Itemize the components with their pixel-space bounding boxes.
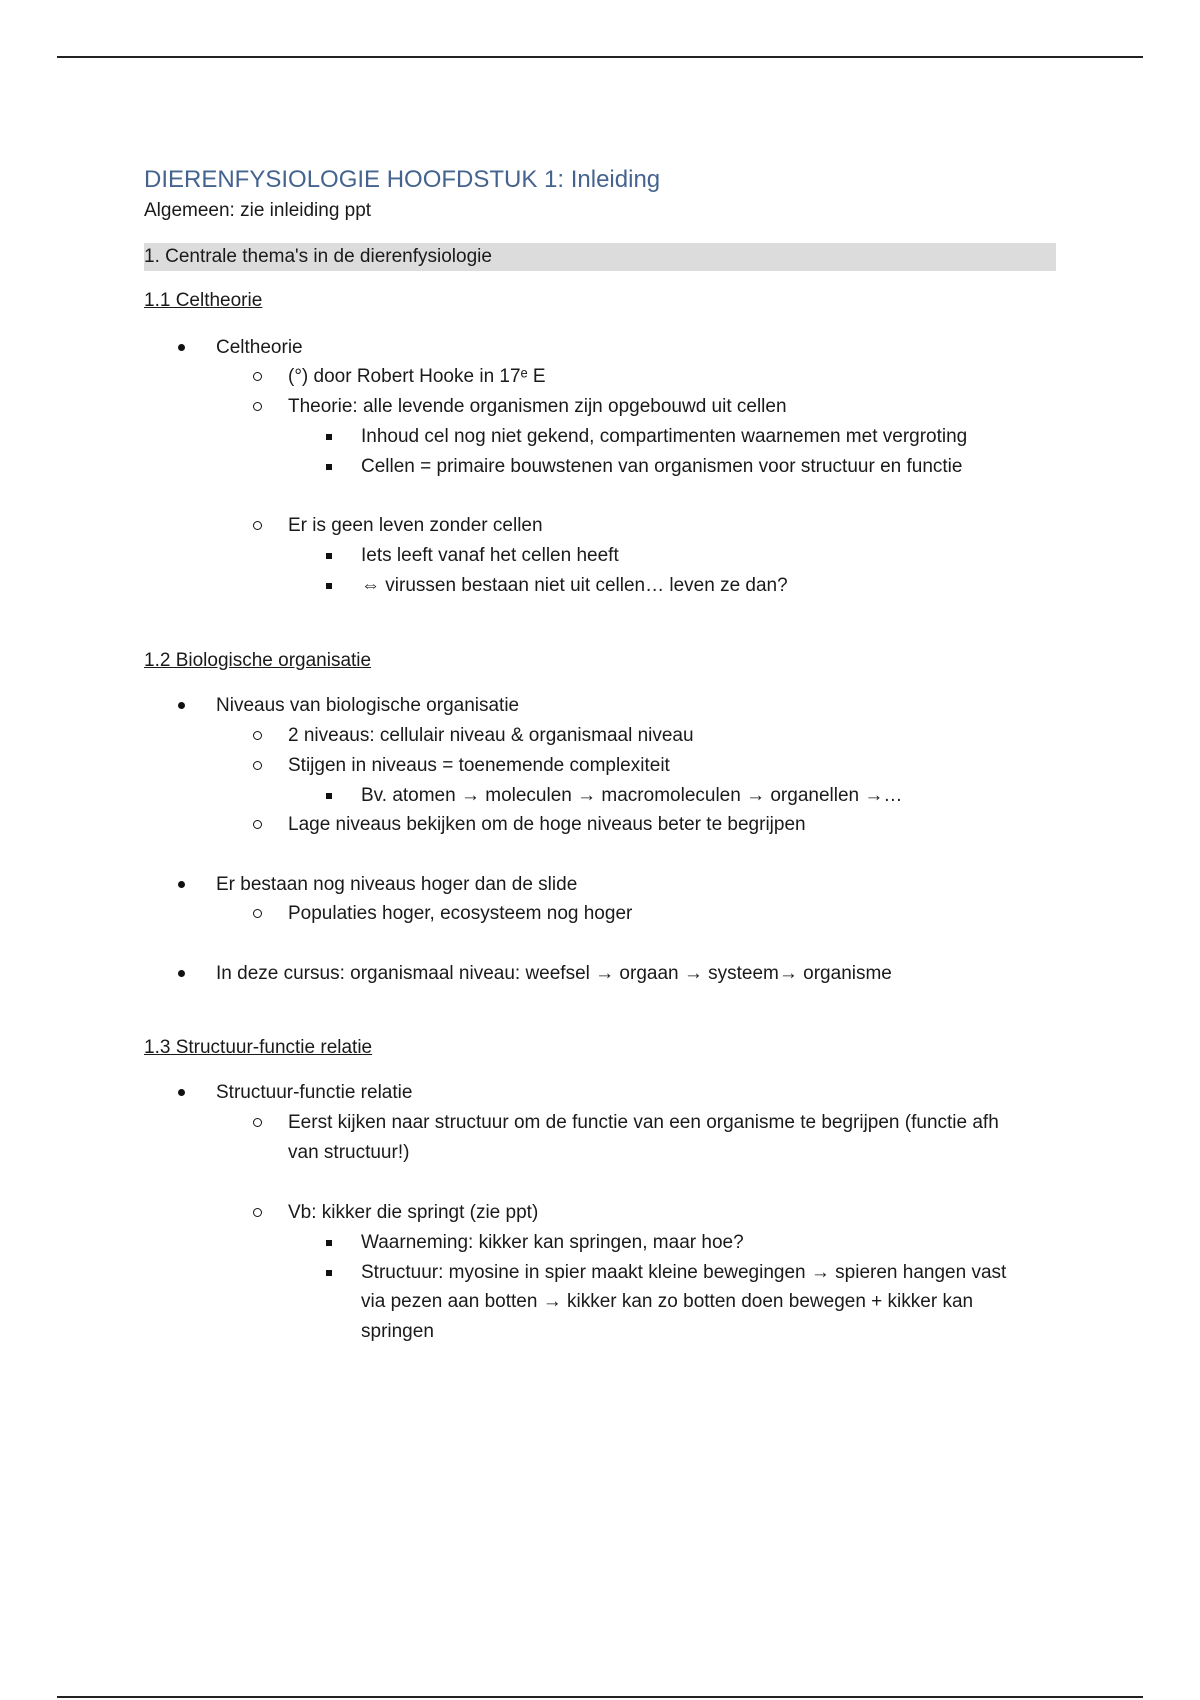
list-item: Lage niveaus bekijken om de hoge niveaus beter te begrijpen <box>288 814 806 835</box>
list-item-continuation: van structuur!) <box>288 1142 410 1163</box>
list-item-continuation: springen <box>361 1321 434 1342</box>
list-item: Er bestaan nog niveaus hoger dan de slide <box>216 874 578 895</box>
circle-bullet-icon <box>253 754 262 778</box>
list-item: (°) door Robert Hooke in 17ᵉ E <box>288 366 546 387</box>
list-item: Waarneming: kikker kan springen, maar hoe? <box>361 1232 744 1253</box>
list-item: Niveaus van biologische organisatie <box>216 695 520 716</box>
list-item: Stijgen in niveaus = toenemende complexiteit <box>288 755 670 776</box>
bullet-icon <box>178 694 185 718</box>
list-item: Structuur-functie relatie <box>216 1082 413 1103</box>
document-title: DIERENFYSIOLOGIE HOOFDSTUK 1: Inleiding <box>144 166 661 193</box>
square-bullet-icon <box>326 455 332 479</box>
bullet-icon <box>178 873 185 897</box>
circle-bullet-icon <box>253 724 262 748</box>
list-item: Structuur: myosine in spier maakt kleine bewegingen → spieren hangen vast <box>361 1262 1007 1283</box>
square-bullet-icon <box>326 784 332 808</box>
list-item: Eerst kijken naar structuur om de functie van een organisme te begrijpen (functie afh <box>288 1112 999 1133</box>
circle-bullet-icon <box>253 395 262 419</box>
header-rule <box>57 56 1143 58</box>
square-bullet-icon <box>326 544 332 568</box>
section-heading-1: 1. Centrale thema's in de dierenfysiologie <box>144 243 1056 271</box>
list-item: Populaties hoger, ecosysteem nog hoger <box>288 903 633 924</box>
square-bullet-icon <box>326 1231 332 1255</box>
square-bullet-icon <box>326 574 332 598</box>
list-item: ⇔ virussen bestaan niet uit cellen… leven ze dan? <box>361 575 788 596</box>
square-bullet-icon <box>326 1261 332 1285</box>
footer-rule <box>57 1696 1143 1698</box>
bullet-icon <box>178 962 185 986</box>
square-bullet-icon <box>326 425 332 449</box>
subheading-structuur-functie: 1.3 Structuur-functie relatie <box>144 1037 373 1058</box>
list-item: Vb: kikker die springt (zie ppt) <box>288 1202 539 1223</box>
list-item-continuation: via pezen aan botten → kikker kan zo botten doen bewegen + kikker kan <box>361 1291 974 1312</box>
list-item: Celtheorie <box>216 337 303 358</box>
list-item: Bv. atomen → moleculen → macromoleculen → organellen →… <box>361 785 903 806</box>
circle-bullet-icon <box>253 365 262 389</box>
subheading-biologische-organisatie: 1.2 Biologische organisatie <box>144 650 372 671</box>
list-item: Iets leeft vanaf het cellen heeft <box>361 545 619 566</box>
list-item: Er is geen leven zonder cellen <box>288 515 543 536</box>
document-subtitle: Algemeen: zie inleiding ppt <box>144 200 372 221</box>
circle-bullet-icon <box>253 813 262 837</box>
subheading-celtheorie: 1.1 Celtheorie <box>144 290 263 311</box>
bullet-icon <box>178 336 185 360</box>
bullet-icon <box>178 1081 185 1105</box>
circle-bullet-icon <box>253 902 262 926</box>
circle-bullet-icon <box>253 1201 262 1225</box>
circle-bullet-icon <box>253 1111 262 1135</box>
list-item: Inhoud cel nog niet gekend, compartimenten waarnemen met vergroting <box>361 426 968 447</box>
list-item: In deze cursus: organismaal niveau: weefsel → orgaan → systeem→ organisme <box>216 963 892 984</box>
list-item: Theorie: alle levende organismen zijn opgebouwd uit cellen <box>288 396 787 417</box>
list-item: 2 niveaus: cellulair niveau & organismaal niveau <box>288 725 694 746</box>
list-item: Cellen = primaire bouwstenen van organismen voor structuur en functie <box>361 456 963 477</box>
circle-bullet-icon <box>253 514 262 538</box>
